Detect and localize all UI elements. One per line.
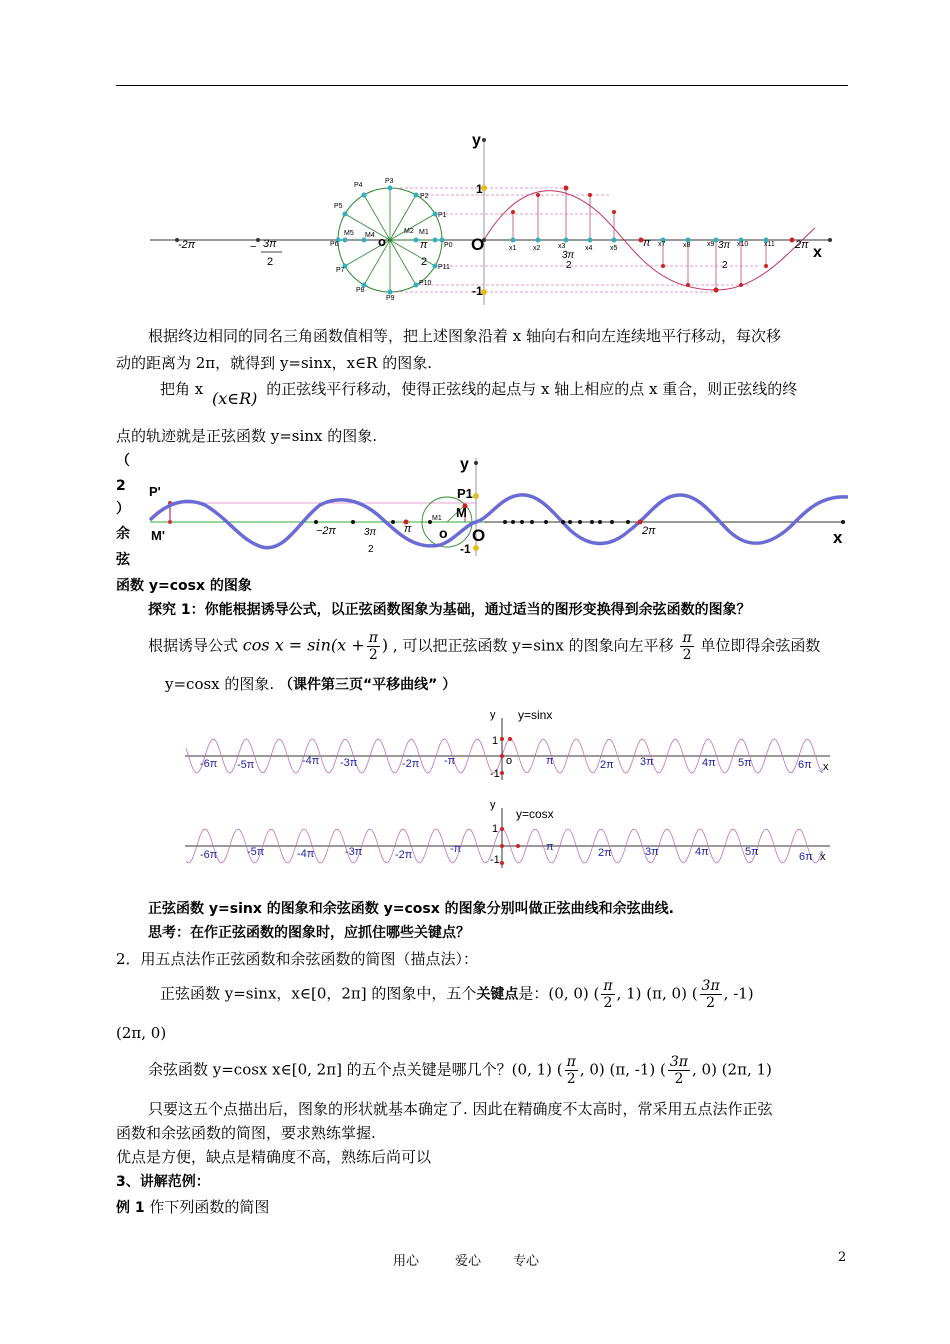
fig1-x9: x9 xyxy=(707,241,715,248)
fig2-2pi: 2π xyxy=(642,525,656,537)
curves-definition: 正弦函数 y=sinx 的图象和余弦函数 y=cosx 的图象分别叫做正弦曲线和余弦曲线. xyxy=(148,901,674,917)
fig3-y-label-top: y xyxy=(490,709,496,721)
fig3-tick-pos2-bottom: 2π xyxy=(598,847,612,859)
section-char-5: 弦 xyxy=(116,552,130,568)
key-point-dot xyxy=(500,827,504,831)
formula-right: ) xyxy=(381,635,389,655)
formula-prefix: 根据诱导公式 xyxy=(148,636,239,655)
examples-heading: 3、讲解范例： xyxy=(116,1174,210,1190)
sin-pi-half-frac: $\frac{\pi}{2}$ xyxy=(603,978,613,1011)
footer-motto-3: 专心 xyxy=(513,1254,540,1269)
fig1-m2: M2 xyxy=(404,228,414,235)
fig3-sin-label: y=sinx xyxy=(518,708,553,722)
fig2-p1: P1 xyxy=(457,486,473,501)
sin-p2-tail: , 1) (π, 0) ( xyxy=(616,984,698,1003)
sine-line-suffix: 的正弦线平行移动，使得正弦线的起点与 x 轴上相应的点 x 重合，则正弦线的终 xyxy=(266,380,798,398)
fig1-x4: x4 xyxy=(585,245,593,252)
fig3-tick-neg4-bottom: -4π xyxy=(297,848,315,860)
sin-3pi-half-frac: $\frac{3\pi}{2}$ xyxy=(701,978,720,1011)
fig2-m1: M1 xyxy=(432,515,442,522)
fig3-tick-neg2-bottom: -2π xyxy=(395,849,413,861)
sin-last-point: (2π, 0) xyxy=(116,1024,167,1042)
section-char-4: 余 xyxy=(116,526,130,542)
fig1-half-3pi-a: 3π xyxy=(562,250,575,261)
fig1-p11: P11 xyxy=(438,264,450,271)
paragraph-shift-line2: 动的距离为 2π，就得到 y=sinx，x∈R 的图象. xyxy=(116,354,432,372)
fig1-2pi-label: 2π xyxy=(795,239,809,251)
key-point-dot xyxy=(508,737,512,741)
paragraph-shift-line1: 根据终边相同的同名三角函数值相等，把上述图象沿着 x 轴向右和向左连续地平行移动，每次移 xyxy=(148,327,781,345)
fig2-p-prime: P' xyxy=(149,484,161,499)
fig2-neg-2pi: −2π xyxy=(316,525,336,537)
fig2-origin: O xyxy=(472,526,486,545)
fig3-tick-pos6-top: 6π xyxy=(798,759,812,771)
key-point-dot xyxy=(500,771,504,775)
formula-middle: , 可以把正弦函数 y=sinx 的图象向左平移 xyxy=(392,636,674,655)
fig1-m1: M1 xyxy=(419,229,429,236)
page-number: 2 xyxy=(838,1250,847,1265)
fig3-tick-pos1-top: π xyxy=(546,755,554,767)
fig2-y-label: y xyxy=(460,456,469,473)
fig1-m4: M4 xyxy=(365,232,375,239)
sin-cos-graphs-figure xyxy=(180,700,840,870)
fig1-x1: x1 xyxy=(509,245,517,252)
cos-p2-tail: , 0) (π, -1) ( xyxy=(579,1060,666,1079)
fig3-tick-pos5-top: 5π xyxy=(738,757,752,769)
fig3-tick-neg4-top: -4π xyxy=(302,755,320,767)
think-question: 思考：在作正弦函数的图象时，应抓住哪些关键点？ xyxy=(148,925,470,941)
fig1-neg-3pi-den: 2 xyxy=(267,256,274,268)
fig1-pi-label: π xyxy=(643,237,651,249)
fig1-pi-small: π xyxy=(420,239,428,251)
formula-suffix: 单位即得余弦函数 xyxy=(700,636,821,655)
fig1-y-label: y xyxy=(472,132,481,149)
section-title-cos: 函数 y=cosx 的图象 xyxy=(116,578,252,594)
sine-line-shift-figure xyxy=(140,452,852,564)
fig2-neg-3pi-den: 2 xyxy=(368,544,374,555)
key-point-dot xyxy=(500,861,504,865)
fig3-tick-pos4-bottom: 4π xyxy=(695,846,709,858)
fig3-tick-neg1-top: -π xyxy=(444,755,456,767)
sin-mid: 是：(0, 0) ( xyxy=(518,984,600,1003)
fig1-p5: P5 xyxy=(334,203,343,210)
formula-line2 xyxy=(165,672,456,697)
fig1-x8: x8 xyxy=(683,242,691,249)
fig3-tick-pos1-bottom: π xyxy=(546,841,554,853)
fig3-one-bottom: 1 xyxy=(492,823,499,835)
fig3-x-label-top: x xyxy=(823,761,829,773)
key-point-dot xyxy=(500,737,504,741)
key-point-dot xyxy=(500,844,504,848)
cos-prefix: 余弦函数 y=cosx x∈[0, 2π] 的五个点关键是哪几个？(0, 1) ( xyxy=(148,1060,563,1079)
footer-motto-2: 爱心 xyxy=(455,1254,482,1269)
fig1-p4: P4 xyxy=(354,182,363,189)
fig3-cos-label: y=cosx xyxy=(516,807,554,821)
explore-question: 探究 1：你能根据诱导公式，以正弦函数图象为基础，通过适当的图形变换得到余弦函数的图象？ xyxy=(148,602,751,618)
fig1-p9: P9 xyxy=(386,295,395,302)
fig3-tick-neg5-bottom: -5π xyxy=(247,846,265,858)
fig1-x7: x7 xyxy=(658,241,666,248)
formula-left: cos x = sin(x + xyxy=(242,635,365,655)
fig2-neg-3pi: 3π xyxy=(364,527,377,538)
section-char-1: （ xyxy=(116,453,130,469)
pros-cons-line: 优点是方便，缺点是精确度不高，熟练后尚可以 xyxy=(116,1148,432,1166)
cos-3pi-half-frac: $\frac{3\pi}{2}$ xyxy=(669,1054,688,1087)
fig1-neg-3pi-num: 3π xyxy=(263,238,277,250)
cos-p4-tail: , 0) (2π, 1) xyxy=(691,1060,772,1079)
header-rule xyxy=(116,85,848,86)
formula-line xyxy=(148,630,820,663)
fig3-x-label-bottom: x xyxy=(820,851,826,863)
fig1-pi-den: 2 xyxy=(421,256,428,268)
fig3-tick-pos2-top: 2π xyxy=(600,759,614,771)
fig1-x11: x11 xyxy=(764,241,775,248)
fig1-p10: P10 xyxy=(419,280,432,287)
formula-line2-text: y=cosx 的图象. xyxy=(165,675,275,693)
fig3-origin-top: o xyxy=(506,755,513,767)
section-char-2: 2 xyxy=(116,478,126,494)
x-in-r-math: (x∈R) xyxy=(212,389,258,408)
fig1-x3: x3 xyxy=(558,243,566,250)
fig1-x2: x2 xyxy=(533,245,541,252)
cos-key-points xyxy=(148,1054,772,1087)
fig3-tick-neg3-bottom: -3π xyxy=(345,846,363,858)
fig3-tick-pos6-bottom: 6π xyxy=(799,851,813,863)
fig3-tick-pos3-bottom: 3π xyxy=(645,846,659,858)
example-label: 例 1 xyxy=(116,1200,145,1216)
five-point-heading: 2．用五点法作正弦函数和余弦函数的简图（描点法）： xyxy=(116,950,479,968)
fig1-m5: M5 xyxy=(344,230,354,237)
fig1-half-3pi-b: 3π xyxy=(718,240,731,251)
fig1-neg-2pi-label: -2π xyxy=(178,239,196,251)
fig3-tick-neg5-top: -5π xyxy=(237,759,255,771)
five-point-note-line2: 函数和余弦函数的简图，要求熟练掌握. xyxy=(116,1124,376,1142)
fig2-x-label: x xyxy=(833,528,843,547)
five-point-note-line1: 只要这五个点描出后，图象的形状就基本确定了. 因此在精确度不太高时，常采用五点法作正弦 xyxy=(148,1100,773,1118)
fig3-minus-one-bottom: -1 xyxy=(490,854,500,866)
fig1-neg-sign: − xyxy=(250,241,257,253)
fig1-p7: P7 xyxy=(336,267,345,274)
fig2-pi: π xyxy=(404,523,412,535)
cos-pi-half-frac: $\frac{\pi}{2}$ xyxy=(566,1054,576,1087)
fig1-origin-label: O xyxy=(471,235,485,254)
fig2-minus-one: -1 xyxy=(460,542,471,556)
sin-p4-tail: , -1) xyxy=(723,984,754,1003)
fig3-tick-neg6-bottom: -6π xyxy=(200,849,218,861)
sin-prefix: 正弦函数 y=sinx，x∈[0，2π] 的图象中，五个 xyxy=(160,984,477,1003)
formula-fraction: $\frac{\pi}{2}$ xyxy=(368,630,378,663)
example-text: 作下列函数的简图 xyxy=(144,1198,270,1216)
courseware-note: （课件第三页“平移曲线” ） xyxy=(278,677,457,693)
fig1-minus-one-label: -1 xyxy=(472,284,483,298)
sine-line-prefix: 把角 x xyxy=(160,380,204,398)
fig3-minus-one-top: -1 xyxy=(490,768,500,780)
fig3-tick-neg3-top: -3π xyxy=(340,757,358,769)
fig3-tick-pos5-bottom: 5π xyxy=(745,846,759,858)
fig1-circle-origin-label: o xyxy=(378,234,386,249)
fig1-p8: P8 xyxy=(356,287,365,294)
fig3-y-label-bottom: y xyxy=(490,799,496,811)
key-point-dot xyxy=(516,844,520,848)
example-1 xyxy=(116,1195,269,1220)
fig1-x5: x5 xyxy=(610,245,618,252)
fig1-p2: P2 xyxy=(420,193,429,200)
key-points-word: 关键点 xyxy=(476,986,519,1003)
fig1-p6: P6 xyxy=(330,241,339,248)
section-char-3: ） xyxy=(116,501,130,517)
fig1-p3: P3 xyxy=(385,178,394,185)
fig1-p0: P0 xyxy=(444,242,453,249)
fig1-one-label: 1 xyxy=(476,182,483,196)
fig2-origin-small: o xyxy=(439,525,448,541)
fig3-tick-neg1-bottom: -π xyxy=(450,843,462,855)
fig1-x-label: x xyxy=(813,244,822,261)
unit-circle-sine-figure xyxy=(140,125,840,310)
paragraph-sine-line2: 点的轨迹就是正弦函数 y=sinx 的图象. xyxy=(116,427,377,445)
fig2-m: M xyxy=(456,505,467,520)
fig3-tick-neg6-top: -6π xyxy=(200,758,218,770)
sin-key-points xyxy=(160,978,754,1011)
fig1-p1: P1 xyxy=(438,212,447,219)
key-point-dot xyxy=(500,754,504,758)
fig2-m-prime: M' xyxy=(151,528,165,543)
paragraph-sine-line xyxy=(160,377,798,408)
fig3-one-top: 1 xyxy=(492,735,499,747)
fig1-half-3pi-a-den: 2 xyxy=(566,260,572,271)
shift-fraction: $\frac{\pi}{2}$ xyxy=(682,630,692,663)
fig1-half-3pi-b-den: 2 xyxy=(722,260,728,271)
fig1-x10: x10 xyxy=(737,241,749,248)
fig3-tick-pos4-top: 4π xyxy=(702,757,716,769)
footer-motto-1: 用心 xyxy=(393,1254,420,1269)
fig3-tick-pos3-top: 3π xyxy=(640,756,654,768)
fig3-tick-neg2-top: -2π xyxy=(402,758,420,770)
